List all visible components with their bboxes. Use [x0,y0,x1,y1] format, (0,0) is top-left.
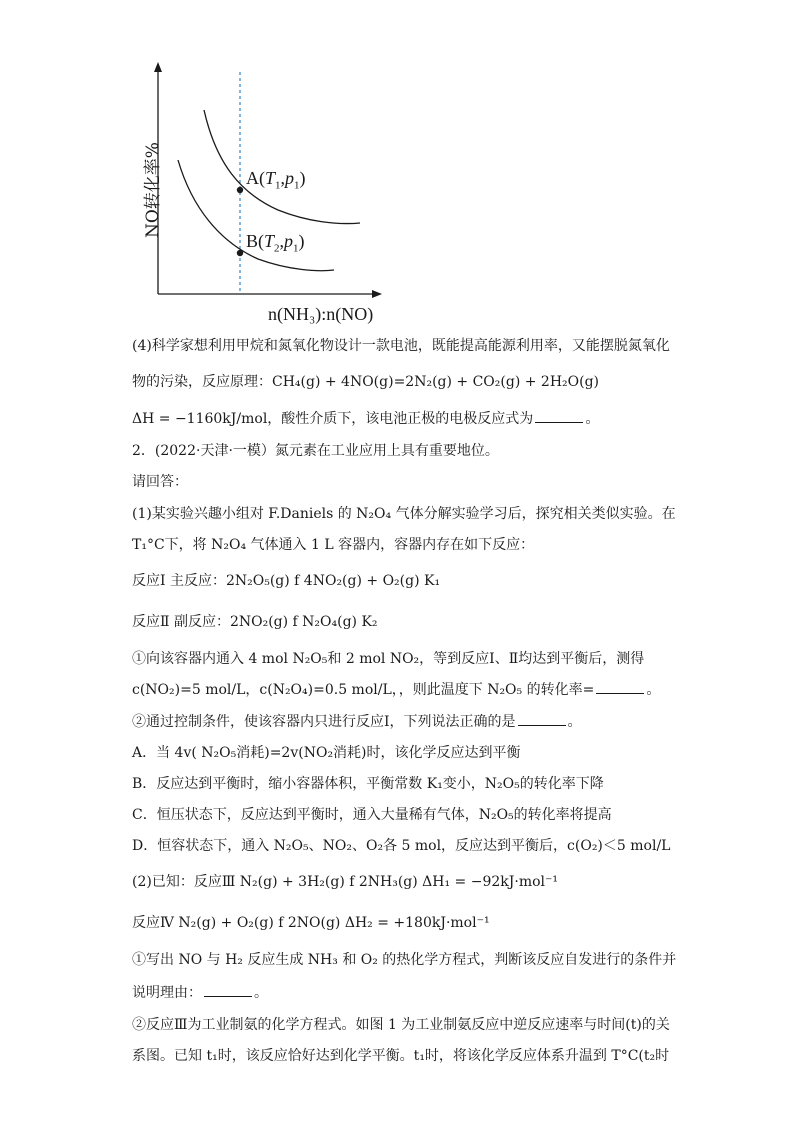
d1-line-2: 说明理由： 。 [132,985,268,1001]
option-B: B．反应达到平衡时，缩小容器体积，平衡常数 K₁变小，N₂O₅的转化率下降 [132,776,604,792]
d2-line-2: 系图。已知 t₁时，该反应恰好达到化学平衡。t₁时，将该化学反应体系升温到 T°C(t₂时 [132,1048,670,1064]
c1-line-1: ①向该容器内通入 4 mol N₂O₅和 2 mol NO₂，等到反应Ⅰ、Ⅱ均达到平衡后，测得 [132,651,645,667]
point-B-label: $B(T_2,p_1)$ [246,231,305,255]
q4-line-2: 物的污染，反应原理：CH₄(g) + 4NO(g)=2N₂(g) + CO₂(g) + 2H₂O(g) [132,374,599,390]
d2-line-1: ②反应Ⅲ为工业制氨的化学方程式。如图 1 为工业制氨反应中逆反应速率与时间(t)的关 [132,1017,670,1033]
reaction-4: 反应Ⅳ N₂(g) + O₂(g) f 2NO(g) ΔH₂ = +180kJ·mol⁻¹ [132,915,490,931]
option-C: C．恒压状态下，反应达到平衡时，通入大量稀有气体，N₂O₅的转化率将提高 [132,807,612,823]
answer-blank[interactable] [596,681,644,694]
curve-A [204,110,360,224]
point-A [237,187,243,193]
option-A: A．当 4v( N₂O₅消耗)=2v(NO₂消耗)时，该化学反应达到平衡 [132,745,521,761]
c2-line: ②通过控制条件，使该容器内只进行反应Ⅰ，下列说法正确的是 。 [132,714,582,730]
q4-line-1: (4)科学家想利用甲烷和氮氧化物设计一款电池，既能提高能源利用率，又能摆脱氮氧化 [132,338,670,354]
option-D: D．恒容状态下，通入 N₂O₅、NO₂、O₂各 5 mol，反应达到平衡后，c(O₂)＜5 mol/L [132,838,671,854]
answer-blank[interactable] [518,713,566,726]
reaction-3: (2)已知：反应Ⅲ N₂(g) + 3H₂(g) f 2NH₃(g) ΔH₁ = −92kJ·mol⁻¹ [132,874,559,890]
methane-cell-equation: CH₄(g) + 4NO(g)=2N₂(g) + CO₂(g) + 2H₂O(g) [272,374,599,390]
p1-line-2: T₁°C下，将 N₂O₄ 气体通入 1 L 容器内，容器内存在如下反应： [132,537,535,553]
x-axis-label: n(NH₃):n(NO) [268,304,374,324]
reaction-1: 反应Ⅰ 主反应：2N₂O₅(g) f 4NO₂(g) + O₂(g) K₁ [132,573,441,589]
y-axis-label: NO转化率% [143,142,163,238]
answer-blank[interactable] [204,984,252,997]
point-A-label: $A(T_1,p_1)$ [246,168,306,192]
q4-line-3: ΔH = −1160kJ/mol，酸性介质下，该电池正极的电极反应式为 。 [132,411,600,427]
p1-line-1: (1)某实验兴趣小组对 F.Daniels 的 N₂O₄ 气体分解实验学习后，探究相关类似实验。在 [132,506,676,522]
answer-blank[interactable] [535,410,583,423]
point-B [237,250,243,256]
y-axis-arrow [154,62,162,72]
conversion-figure [128,58,408,328]
c1-line-2: c(NO₂)=5 mol/L，c(N₂O₄)=0.5 mol/L，，则此温度下 N₂O₅ 的转化率= 。 [132,682,661,698]
x-axis-arrow [372,290,382,298]
reaction-2: 反应Ⅱ 副反应：2NO₂(g) f N₂O₄(g) K₂ [132,614,378,630]
please-answer: 请回答： [132,474,188,490]
problem-2-title: 2．(2022·天津·一模）氮元素在工业应用上具有重要地位。 [132,443,499,459]
d1-line-1: ①写出 NO 与 H₂ 反应生成 NH₃ 和 O₂ 的热化学方程式，判断该反应自发进行的条件并 [132,952,677,968]
